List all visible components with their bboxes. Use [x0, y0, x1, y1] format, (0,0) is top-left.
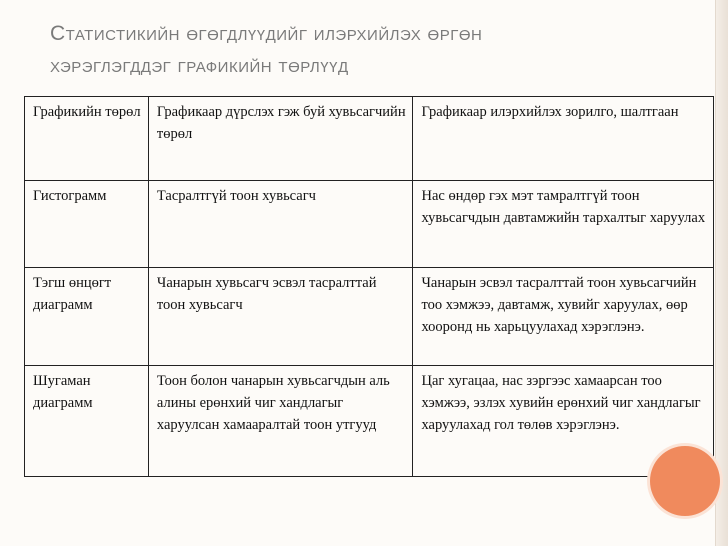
slide-title — [50, 18, 690, 82]
table-row — [25, 181, 714, 268]
table-row — [25, 366, 714, 477]
title-line-1: Статистикийн өгөгдлүүдийг илэрхийлэх өргөн — [50, 22, 483, 45]
slide-right-border — [715, 0, 728, 546]
table-cell: Чанарын хувьсагч эсвэл тасралттай тоон хувьсагч — [148, 268, 413, 366]
table-cell: Тэгш өнцөгт диаграмм — [25, 268, 149, 366]
table-cell: Гистограмм — [25, 181, 149, 268]
header-cell-variable: Графикаар дүрслэх гэж буй хувьсагчийн төрөл — [148, 97, 413, 181]
table-header-row — [25, 97, 714, 181]
title-line-2: хэрэглэгддэг графикийн төрлүүд — [50, 54, 349, 77]
header-cell-type: Графикийн төрөл — [25, 97, 149, 181]
table-cell: Нас өндөр гэх мэт тамралтгүй тоон хувьсагчдын давтамжийн тархалтыг харуулах — [413, 181, 714, 268]
header-cell-purpose: Графикаар илэрхийлэх зорилго, шалтгаан — [413, 97, 714, 181]
decorative-circle — [650, 446, 720, 516]
table-cell: Тасралтгүй тоон хувьсагч — [148, 181, 413, 268]
table-row — [25, 268, 714, 366]
table-cell: Тоон болон чанарын хувьсагчдын аль алины ерөнхий чиг хандлагыг харуулсан хамааралтай тоон утгууд — [148, 366, 413, 477]
table-cell: Цаг хугацаа, нас зэргээс хамаарсан тоо хэмжээ, эзлэх хувийн ерөнхий чиг хандлагыг харуулахад гол төлөв хэрэглэнэ. — [413, 366, 714, 477]
table-cell: Чанарын эсвэл тасралттай тоон хувьсагчийн тоо хэмжээ, давтамж, хувийг харуулах, өөр хооронд нь харьцуулахад хэрэглэнэ. — [413, 268, 714, 366]
chart-types-table — [24, 96, 714, 477]
table-cell: Шугаман диаграмм — [25, 366, 149, 477]
